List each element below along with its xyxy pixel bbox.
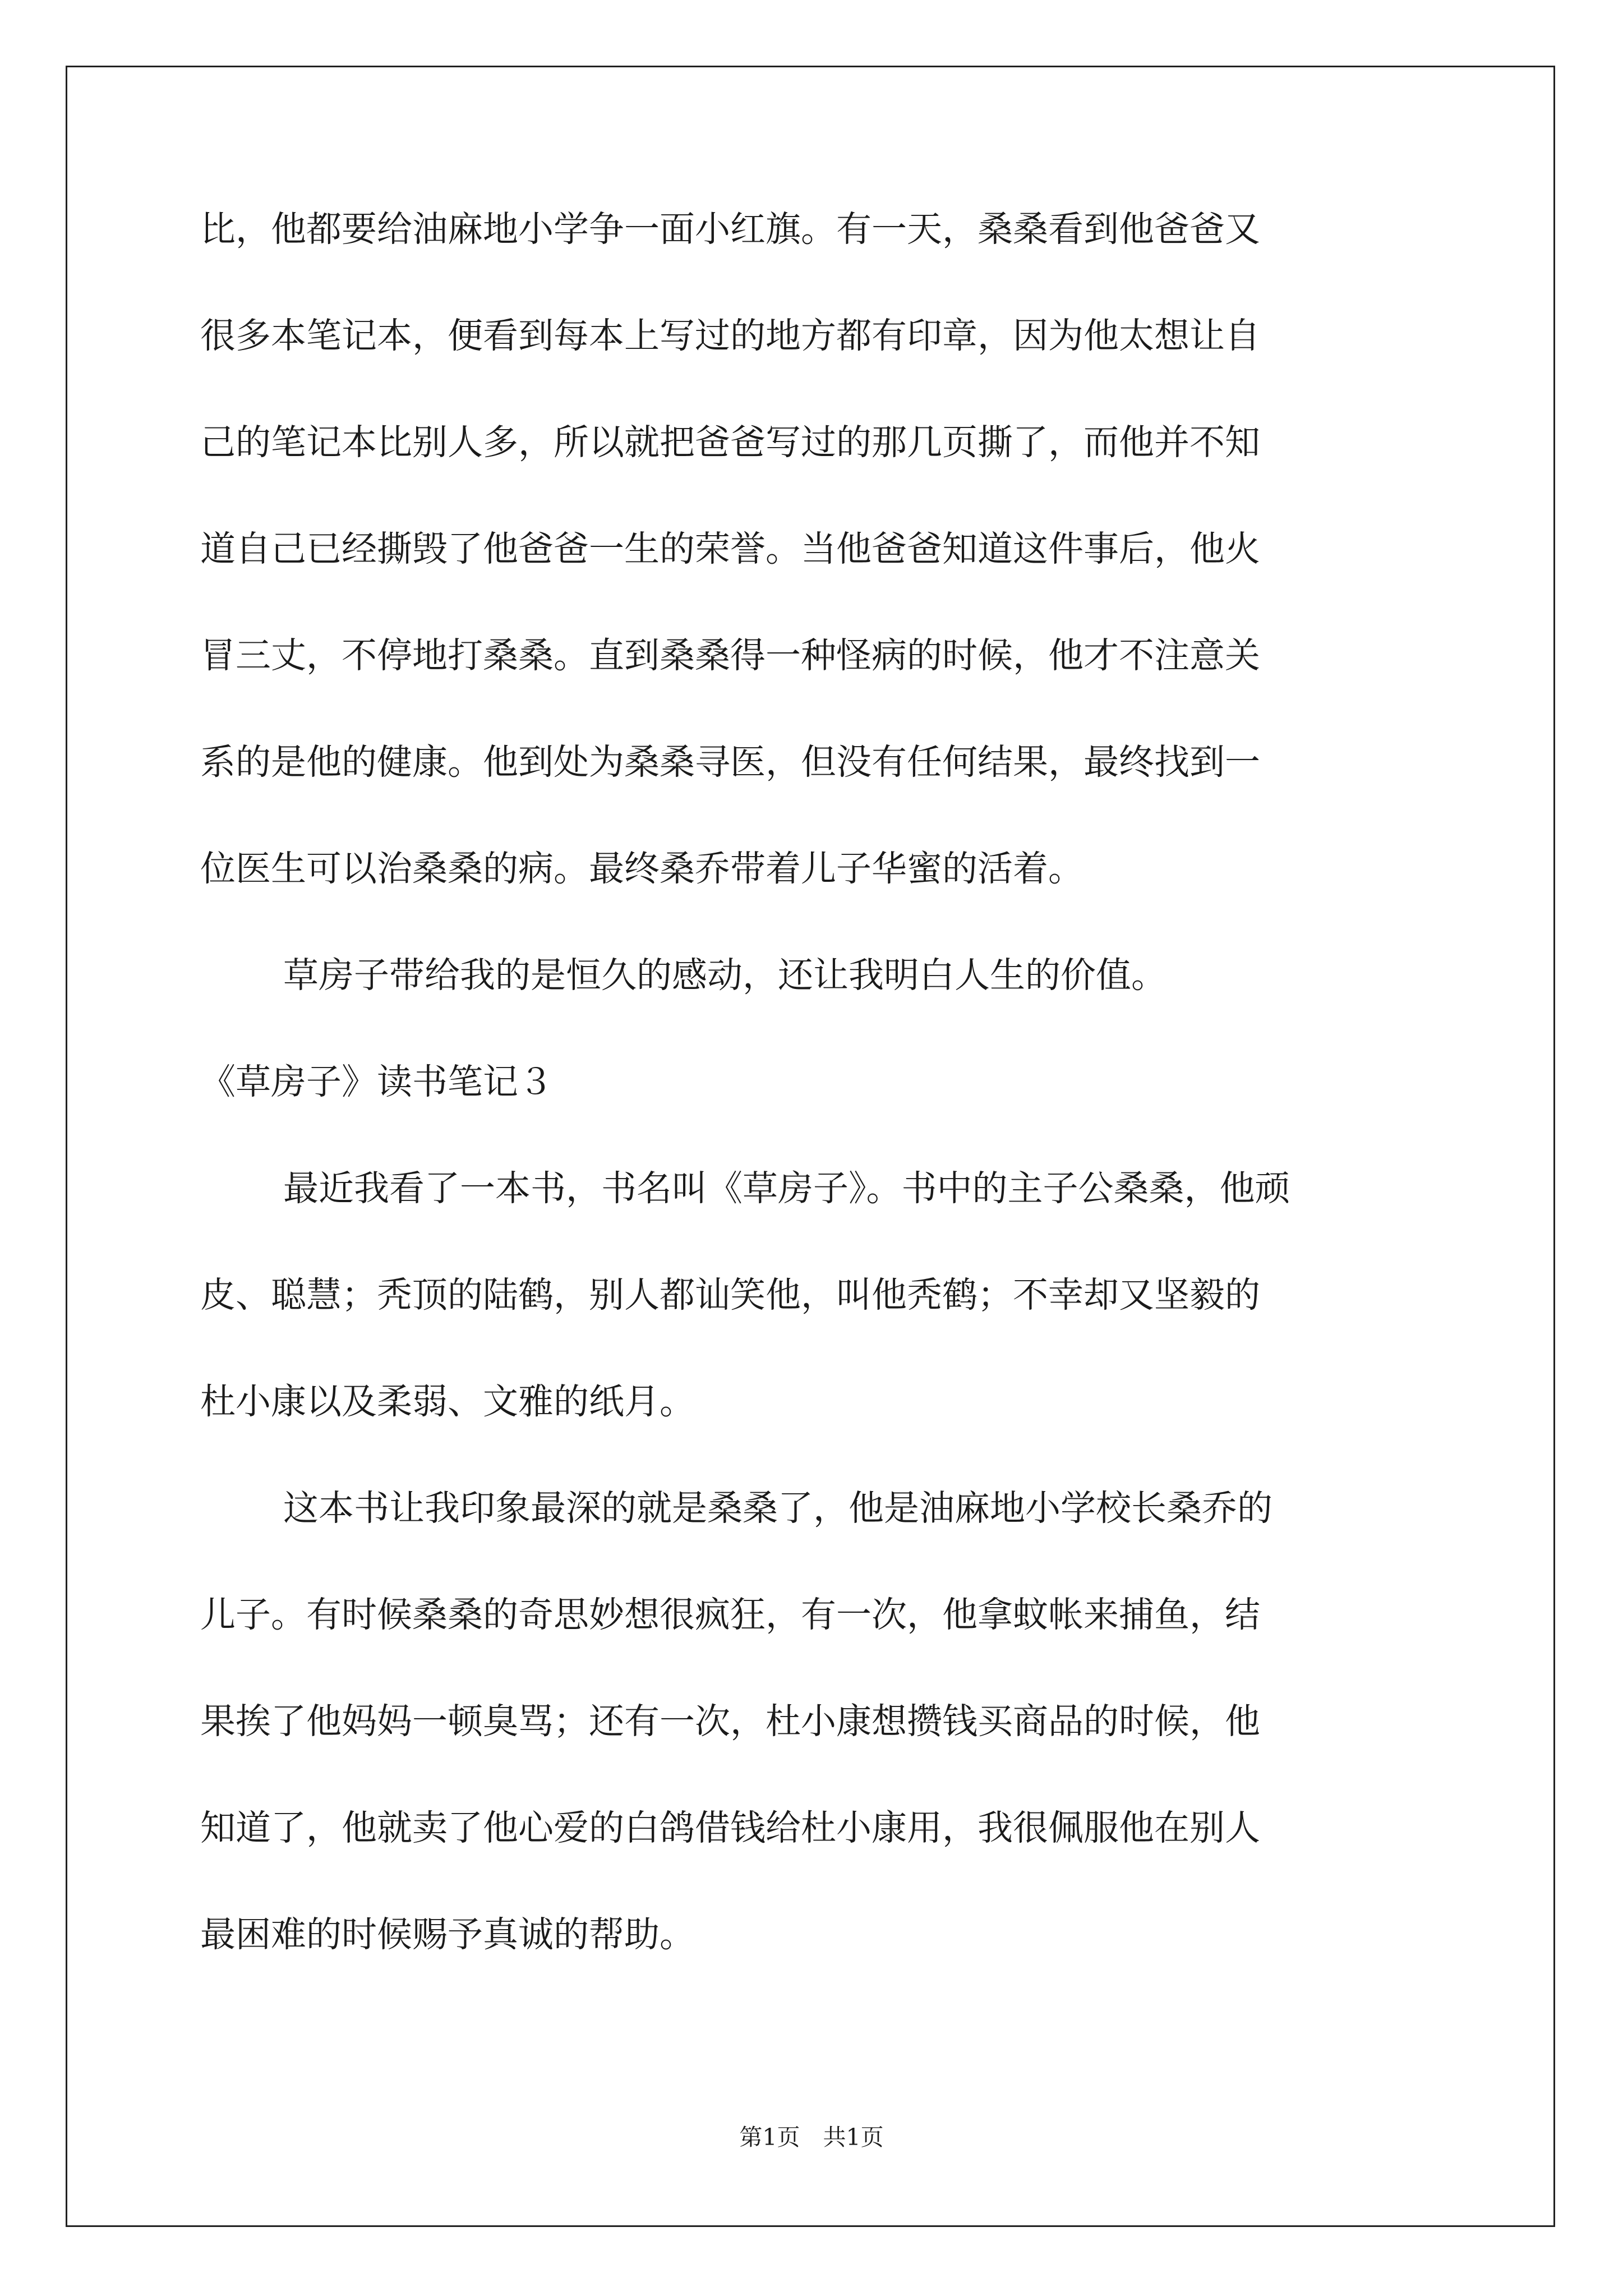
paragraph-line: 最近我看了一本书，书名叫《草房子》。书中的主子公桑桑，他顽 [283,1168,1290,1209]
text-line: 杜小康以及柔弱、文雅的纸月。 [200,1381,695,1422]
text-line: 位医生可以治桑桑的病。最终桑乔带着儿子华蜜的活着。 [200,848,1083,889]
text-line: 很多本笔记本，便看到每本上写过的地方都有印章，因为他太想让自 [200,315,1260,356]
text-line: 皮、聪慧；秃顶的陆鹤，别人都讪笑他，叫他秃鹤；不幸却又坚毅的 [200,1274,1260,1315]
text-line: 冒三丈，不停地打桑桑。直到桑桑得一种怪病的时候，他才不注意关 [200,635,1260,676]
text-line: 比，他都要给油麻地小学争一面小红旗。有一天，桑桑看到他爸爸又 [200,209,1260,250]
text-line: 最困难的时候赐予真诚的帮助。 [200,1914,695,1955]
text-line: 知道了，他就卖了他心爱的白鸽借钱给杜小康用，我很佩服他在别人 [200,1807,1260,1848]
text-line: 系的是他的健康。他到处为桑桑寻医，但没有任何结果，最终找到一 [200,742,1260,783]
text-line: 儿子。有时候桑桑的奇思妙想很疯狂，有一次，他拿蚊帐来捕鱼，结 [200,1594,1260,1635]
text-line: 道自己已经撕毁了他爸爸一生的荣誉。当他爸爸知道这件事后，他火 [200,528,1260,569]
text-line: 果挨了他妈妈一顿臭骂；还有一次，杜小康想攒钱买商品的时候，他 [200,1701,1260,1742]
document-body [200,208,1434,2019]
paragraph-line: 草房子带给我的是恒久的感动，还让我明白人生的价值。 [283,955,1166,996]
page-footer: 第1页 共1页 [739,2124,884,2151]
text-line: 己的笔记本比别人多，所以就把爸爸写过的那几页撕了，而他并不知 [200,422,1260,463]
section-heading: 《草房子》读书笔记３ [200,1061,554,1102]
paragraph-line: 这本书让我印象最深的就是桑桑了，他是油麻地小学校长桑乔的 [283,1488,1272,1529]
